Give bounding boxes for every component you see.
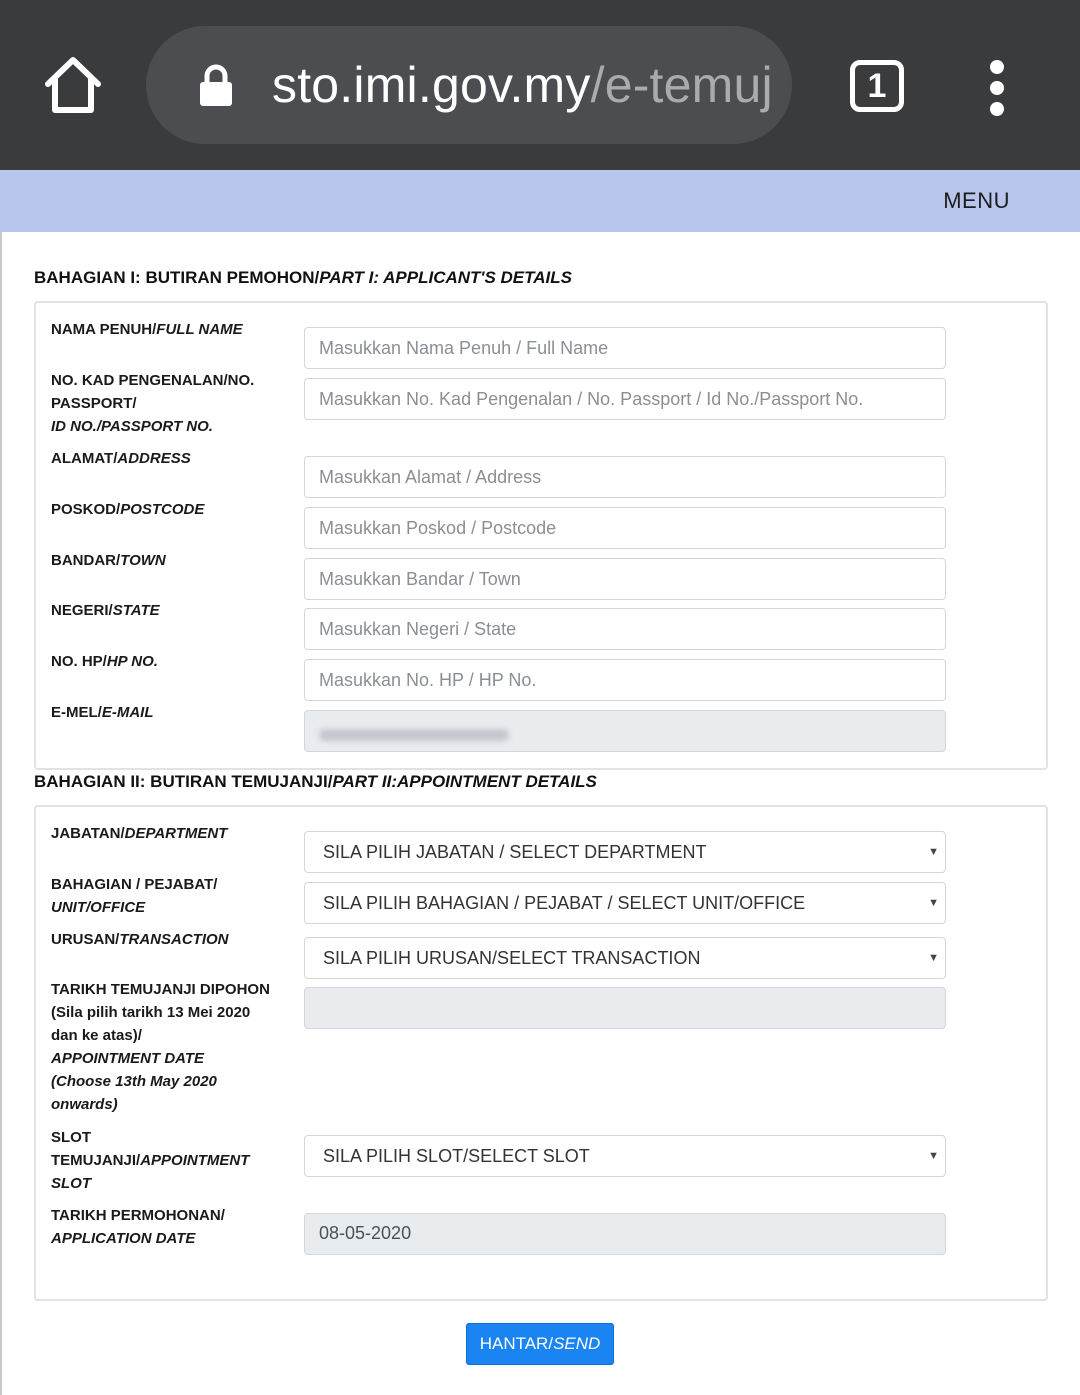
department-select[interactable]: SILA PILIH JABATAN / SELECT DEPARTMENT ▼ [304, 831, 946, 873]
email-field [304, 710, 946, 752]
dropdown-caret-icon: ▼ [928, 897, 939, 909]
dropdown-caret-icon: ▼ [928, 846, 939, 858]
department-label: JABATAN/DEPARTMENT [51, 825, 228, 842]
appointment-date-input[interactable] [304, 987, 946, 1029]
dropdown-caret-icon: ▼ [928, 952, 939, 964]
town-input[interactable] [304, 558, 946, 600]
site-navbar [0, 170, 1080, 232]
tab-switcher-button[interactable]: 1 [850, 60, 904, 112]
phone-label: NO. HP/HP NO. [51, 653, 158, 670]
full-name-label: NAMA PENUH/FULL NAME [51, 321, 243, 338]
transaction-select[interactable]: SILA PILIH URUSAN/SELECT TRANSACTION ▼ [304, 937, 946, 979]
id-no-input[interactable] [304, 378, 946, 420]
dropdown-caret-icon: ▼ [928, 1150, 939, 1162]
slot-label: SLOT TEMUJANJI/APPOINTMENT SLOT [51, 1129, 250, 1192]
url-text: sto.imi.gov.my/e-temuj [272, 57, 773, 113]
overflow-menu-icon[interactable] [980, 60, 1014, 116]
menu-button[interactable]: MENU [943, 188, 1010, 213]
postcode-label: POSKOD/POSTCODE [51, 501, 205, 518]
browser-toolbar [0, 0, 1080, 170]
full-name-input[interactable] [304, 327, 946, 369]
state-label: NEGERI/STATE [51, 602, 160, 619]
submit-button[interactable]: HANTAR/SEND [466, 1323, 614, 1365]
page-border [0, 232, 2, 1395]
transaction-label: URUSAN/TRANSACTION [51, 931, 229, 948]
lock-icon [198, 64, 234, 108]
postcode-input[interactable] [304, 507, 946, 549]
section-title-applicant: BAHAGIAN I: BUTIRAN PEMOHON/PART I: APPLICANT'S DETAILS [34, 268, 572, 287]
redacted-email [319, 729, 509, 741]
email-label: E-MEL/E-MAIL [51, 704, 154, 721]
section-title-appointment: BAHAGIAN II: BUTIRAN TEMUJANJI/PART II:APPOINTMENT DETAILS [34, 772, 597, 791]
state-input[interactable] [304, 608, 946, 650]
id-no-label: NO. KAD PENGENALAN/NO. PASSPORT/ ID NO./PASSPORT NO. [51, 372, 255, 435]
phone-input[interactable] [304, 659, 946, 701]
appointment-date-label: TARIKH TEMUJANJI DIPOHON (Sila pilih tarikh 13 Mei 2020 dan ke atas)/ APPOINTMENT DATE (Choose 13th May 2020 onwards) [51, 981, 270, 1113]
application-date-field: 08-05-2020 [304, 1213, 946, 1255]
unit-label: BAHAGIAN / PEJABAT/ UNIT/OFFICE [51, 876, 218, 916]
address-label: ALAMAT/ADDRESS [51, 450, 191, 467]
unit-select[interactable]: SILA PILIH BAHAGIAN / PEJABAT / SELECT UNIT/OFFICE ▼ [304, 882, 946, 924]
application-date-label: TARIKH PERMOHONAN/ APPLICATION DATE [51, 1207, 225, 1247]
town-label: BANDAR/TOWN [51, 552, 166, 569]
address-bar[interactable] [146, 26, 792, 144]
slot-select[interactable]: SILA PILIH SLOT/SELECT SLOT ▼ [304, 1135, 946, 1177]
address-input[interactable] [304, 456, 946, 498]
home-icon[interactable] [40, 52, 106, 118]
